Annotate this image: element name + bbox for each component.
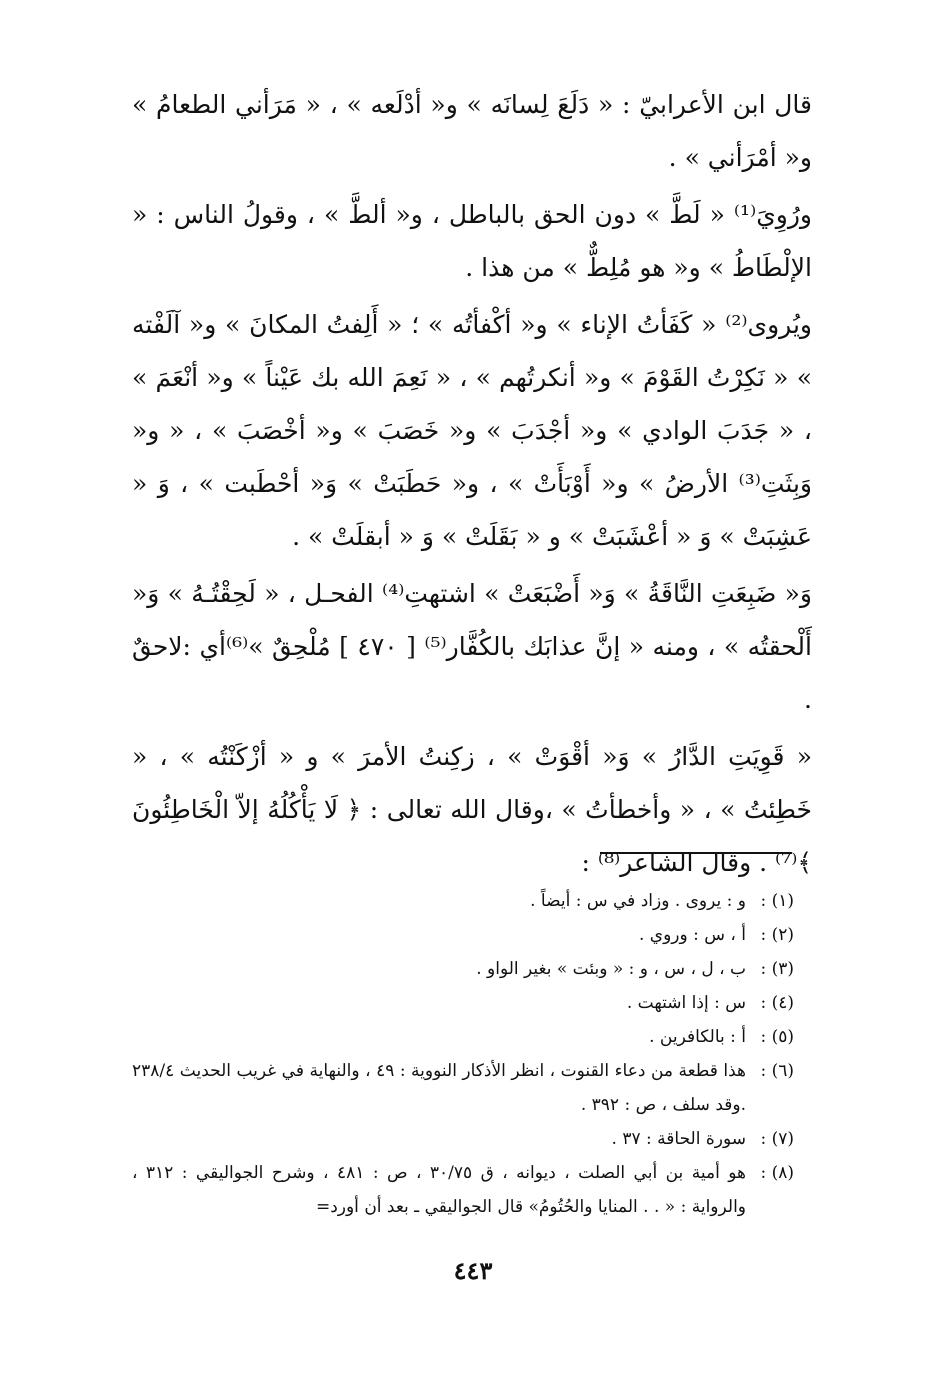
- footnote-text: هو أمية بن أبي الصلت ، ديوانه ، ق ٣٠/٧٥ ، ص : ٤٨١ ، وشرح الجواليقي : ٣١٢ ، والرواية : « . . المنايا والحُتُومُ» قال الجواليقي ـ بعد أن أورد=: [132, 1163, 746, 1217]
- page-number: ٤٤٣: [453, 1256, 493, 1285]
- footnote-number: (٧) :: [760, 1129, 794, 1149]
- footnote-6: [132, 1054, 794, 1122]
- footnotes: [132, 884, 794, 1224]
- footnote-number: (٢) :: [760, 925, 794, 945]
- footnote-text: أ ، س : وروي .: [638, 925, 746, 945]
- footnote-2: [132, 918, 794, 952]
- footnote-text: سورة الحاقة : ٣٧ .: [611, 1129, 746, 1149]
- footnote-text: و : يروى . وزاد في س : أيضاً .: [530, 891, 746, 911]
- footnote-1: [132, 884, 794, 918]
- footnote-text: س : إذا اشتهت .: [626, 993, 746, 1013]
- footnote-number: (٥) :: [760, 1027, 794, 1047]
- footnote-3: [132, 952, 794, 986]
- footnote-7: [132, 1122, 794, 1156]
- paragraph-3: ويُروى⁽²⁾ « كَفَأتُ الإناء » و« أكْفأتُه » ؛ « أَلِفتُ المكانَ » و« آلَفْته » « نَكِرْتُ القَوْمَ » و« أنكرتُهم » ، « نَعِمَ الله بك عَيْناً » و« أنْعَمَ » ، « جَدَبَ الوادي » و« أجْدَبَ » و« خَصَبَ » و« أخْصَبَ » ، « و« وَبِثَتِ⁽³⁾ الأرضُ » و« أَوْبَأَتْ » ، و« حَطَبَتْ » وَ« أحْطَبت » ، وَ « عَشِبَتْ » وَ « أعْشَبَتْ » و « بَقَلَتْ » وَ « أبقلَتْ » .: [132, 310, 812, 551]
- footnote-text: أ : بالكافرين .: [649, 1027, 746, 1047]
- paragraph-2: ورُوِيَ⁽¹⁾ « لَطَّ » دون الحق بالباطل ، و« ألطَّ » ، وقولُ الناس : « الإلْطَاطُ » و« هو مُلِطٌّ » من هذا .: [132, 200, 812, 282]
- paragraph-4: وَ« ضَبِعَتِ النَّاقَةُ » وَ« أَضْبَعَتْ » اشتهتِ⁽⁴⁾ الفحـل ، « لَحِقْتُـهُ » وَ« أَلْحقتُه » ، ومنه « إنَّ عذابَك بالكُفَّار⁽⁵⁾ [ ٤٧٠ ] مُلْحِقٌ »⁽⁶⁾أي :لاحقٌ .: [132, 579, 812, 714]
- footnote-number: (٣) :: [760, 959, 794, 979]
- footnote-8: [132, 1156, 794, 1224]
- footnote-text: هذا قطعة من دعاء القنوت ، انظر الأذكار النووية : ٤٩ ، والنهاية في غريب الحديث ٢٣٨/٤ .وقد سلف ، ص : ٣٩٢ .: [132, 1061, 746, 1115]
- footnote-number: (٤) :: [760, 993, 794, 1013]
- footnote-4: [132, 986, 794, 1020]
- paragraph-5: « قَوِيَتِ الدَّارُ » وَ« أقْوَتْ » ، زكِنتُ الأمرَ » و « أزْكَنْتُه » ، « خَطِئتُ » ، « وأخطأتُ » ،وقال الله تعالى : ﴿ لَا يَأْكُلُهُ إلاّ الْخَاطِئُونَ ﴾⁽⁷⁾ . وقال الشاعر⁽⁸⁾ :: [132, 742, 812, 877]
- footnote-text: ب ، ل ، س ، و : « وبئت » بغير الواو .: [476, 959, 746, 979]
- footnote-number: (٨) :: [760, 1163, 794, 1183]
- paragraph-1: قال ابن الأعرابيّ : « دَلَعَ لِسانَه » و« أدْلَعه » ، « مَرَأني الطعامُ » و« أمْرَأني » .: [132, 90, 812, 172]
- footnote-number: (١) :: [760, 891, 794, 911]
- footnote-separator: [600, 852, 792, 854]
- footnote-number: (٦) :: [760, 1061, 794, 1081]
- main-text: [132, 78, 812, 893]
- footnote-5: [132, 1020, 794, 1054]
